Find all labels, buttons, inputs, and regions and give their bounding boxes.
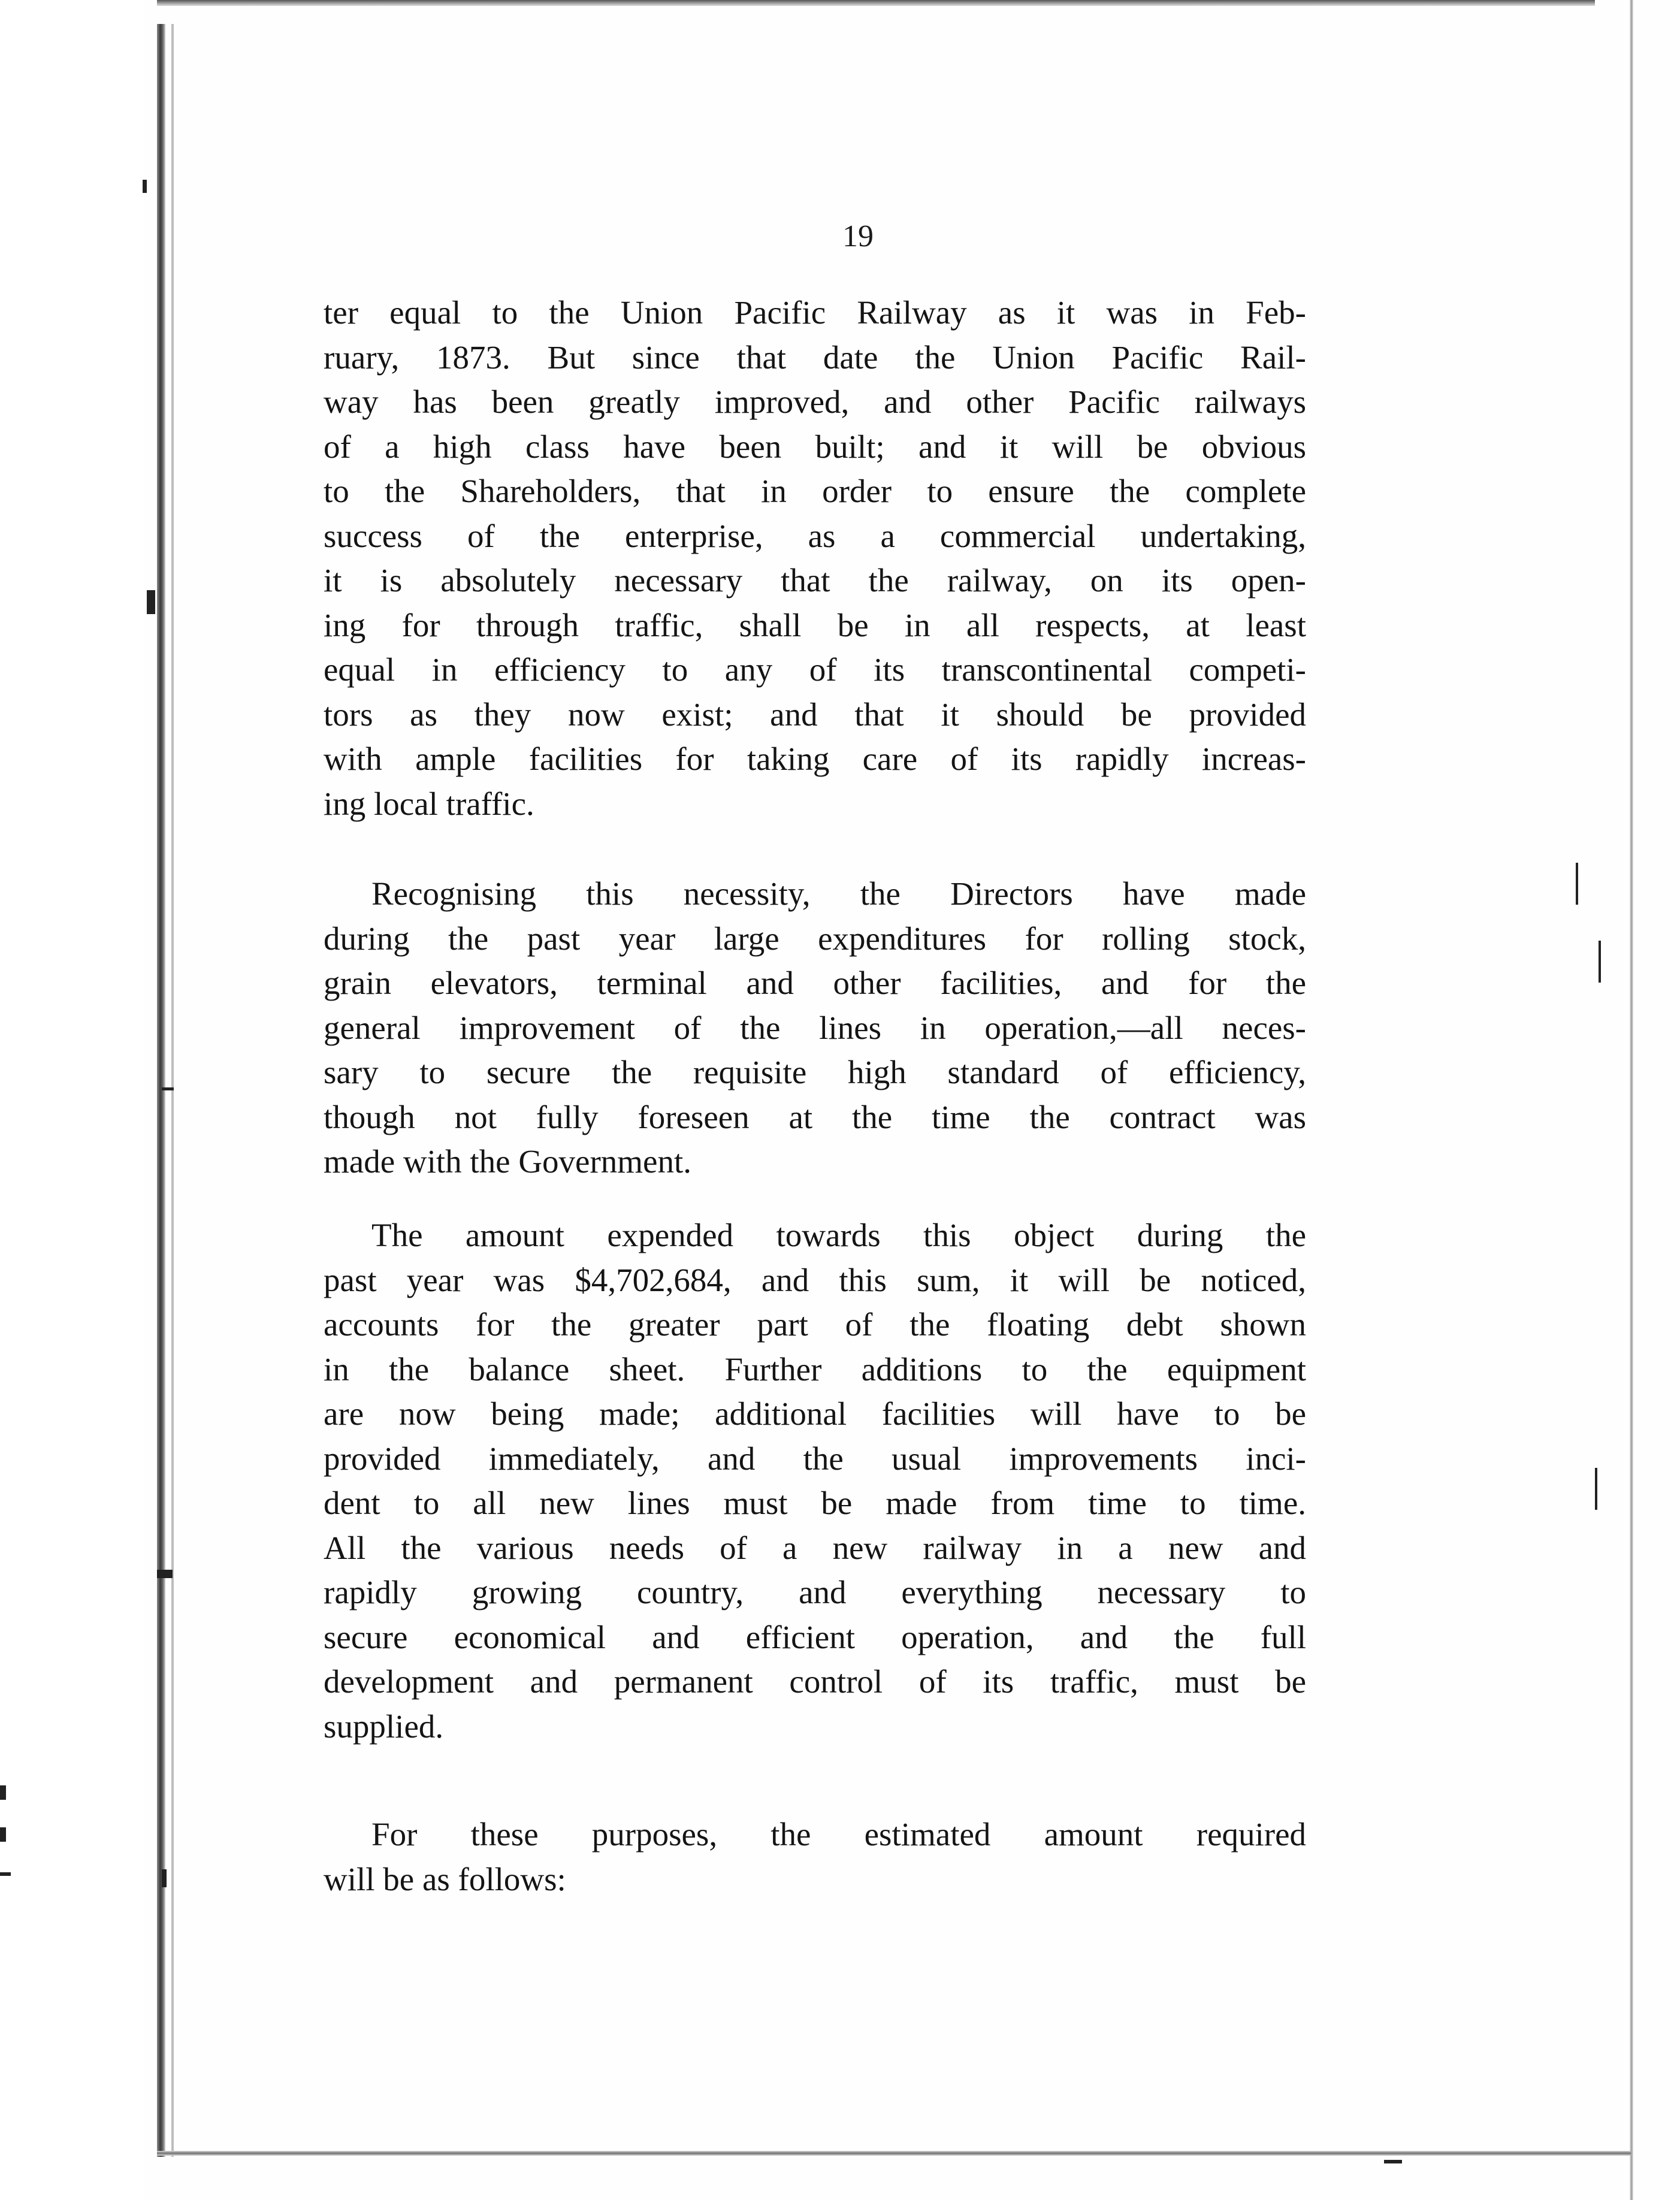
text-line: it is absolutely necessary that the railway, on its open- (324, 562, 1306, 599)
text-line: development and permanent control of its traffic, must be (324, 1663, 1306, 1700)
margin-speck (147, 590, 155, 614)
margin-speck (1384, 2160, 1402, 2163)
text-line: dent to all new lines must be made from time to time. (324, 1485, 1306, 1521)
page-right-edge (1630, 0, 1633, 2200)
text-line: For these purposes, the estimated amount required (371, 1816, 1306, 1853)
margin-speck (157, 1570, 173, 1578)
margin-speck (143, 180, 147, 193)
margin-speck (0, 1872, 11, 1876)
paragraph-2 (324, 872, 1306, 1184)
book-gutter-line (171, 24, 174, 2157)
text-line: though not fully foreseen at the time the contract was (324, 1098, 1306, 1135)
text-line: ing for through traffic, shall be in all respects, at least (324, 606, 1306, 643)
book-gutter-shadow (157, 24, 165, 2157)
paragraph-1 (324, 291, 1306, 826)
text-line: to the Shareholders, that in order to ensure the complete (324, 473, 1306, 509)
text-line: past year was $4,702,684, and this sum, it will be noticed, (324, 1261, 1306, 1298)
text-line: grain elevators, terminal and other facilities, and for the (324, 965, 1306, 1001)
text-line: supplied. (324, 1708, 444, 1745)
text-line: secure economical and efficient operation, and the full (324, 1618, 1306, 1655)
margin-speck (162, 1869, 167, 1887)
margin-speck (1599, 941, 1601, 983)
text-line: ter equal to the Union Pacific Railway as it was in Feb- (324, 294, 1306, 331)
text-line: success of the enterprise, as a commercial undertaking, (324, 517, 1306, 554)
margin-speck (1595, 1468, 1597, 1510)
margin-speck (0, 1785, 6, 1800)
text-line: tors as they now exist; and that it should be provided (324, 696, 1306, 733)
left-margin (0, 0, 144, 2200)
page-top-edge (157, 0, 1595, 6)
text-line: sary to secure the requisite high standard of efficiency, (324, 1054, 1306, 1090)
margin-speck (0, 1827, 6, 1842)
text-line: The amount expended towards this object during the (371, 1217, 1306, 1253)
text-line: with ample facilities for taking care of its rapidly increas- (324, 741, 1306, 777)
margin-speck (1576, 863, 1578, 905)
text-line: made with the Government. (324, 1143, 691, 1180)
text-line: ing local traffic. (324, 785, 534, 822)
page-number: 19 (842, 219, 874, 253)
margin-speck (162, 1087, 174, 1090)
text-line: general improvement of the lines in operation,—all neces- (324, 1009, 1306, 1046)
text-line: provided immediately, and the usual improvements inci- (324, 1440, 1306, 1477)
text-line: will be as follows: (324, 1860, 566, 1897)
text-line: in the balance sheet. Further additions to the equipment (324, 1350, 1306, 1388)
text-line: way has been greatly improved, and other Pacific railways (324, 383, 1306, 420)
text-line: rapidly growing country, and everything necessary to (324, 1574, 1306, 1610)
text-line: Recognising this necessity, the Directors have made (371, 875, 1306, 912)
paragraph-3 (324, 1213, 1306, 1749)
text-line: are now being made; additional facilities will have to be (324, 1395, 1306, 1432)
text-line: equal in efficiency to any of its transcontinental competi- (324, 651, 1306, 688)
text-line: All the various needs of a new railway in a new and (324, 1529, 1306, 1566)
text-line: accounts for the greater part of the floating debt shown (324, 1306, 1306, 1343)
paragraph-4 (324, 1812, 1306, 1902)
text-line: ruary, 1873. But since that date the Union Pacific Rail- (324, 339, 1306, 376)
text-line: during the past year large expenditures for rolling stock, (324, 920, 1306, 957)
page-bottom-edge (157, 2151, 1631, 2156)
text-line: of a high class have been built; and it will be obvious (324, 428, 1306, 465)
